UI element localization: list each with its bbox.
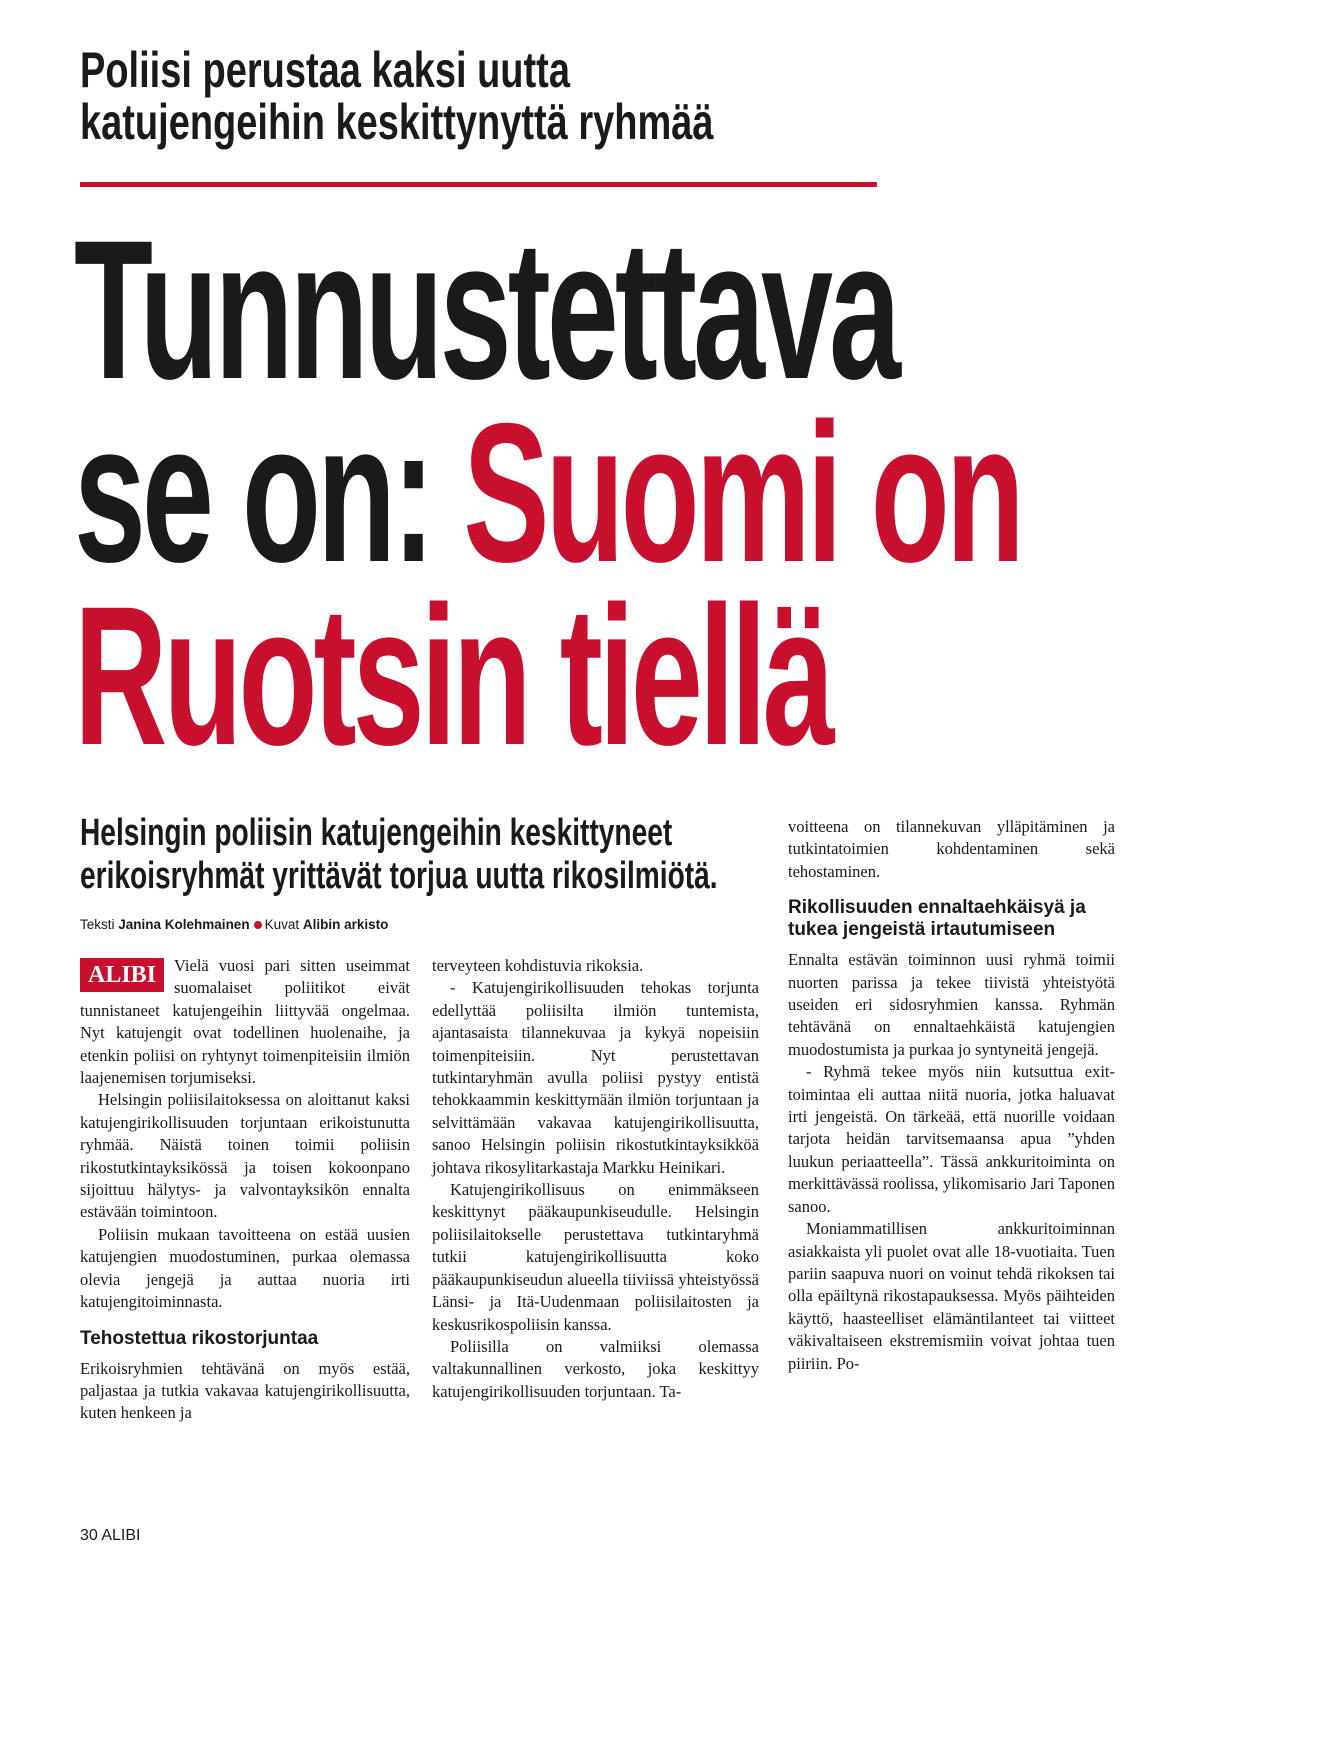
kicker-headline (80, 44, 764, 148)
body-paragraph: Poliisin mukaan tavoitteena on estää uusien katujengien muodostuminen, purkaa olemassa olevia jengejä ja auttaa nuoria irti katujengitoiminnasta. (80, 1224, 410, 1312)
body-column-1 (80, 955, 410, 1425)
body-paragraph: Moniammatillisen ankkuritoiminnan asiakkaista yli puolet ovat alle 18-vuotiaita. Tuen pariin saapuva nuori on voinut tehdä rikoksen tai olla epäiltynä rikostapauksessa. Myös päihteiden käyttö, haasteelliset elämäntilanteet tai viitteet väkivaltaiseen ekstremismiin voivat johtaa tuen piiriin. Po- (788, 1219, 1115, 1373)
headline-line-2-red: Suomi on (463, 382, 1021, 603)
body-paragraph: Erikoisryhmien tehtävänä on myös estää, paljastaa ja tutkia vakavaa katujengirikollisuutta, kuten henkeen ja (80, 1358, 410, 1423)
headline-line-1: Tunnustettava (74, 199, 898, 420)
body-column-3 (788, 816, 1115, 1375)
body-paragraph: Helsingin poliisilaitoksessa on aloittanut kaksi katujengirikollisuuden torjuntaan erikoistunutta ryhmää. Näistä toinen toimii poliisin rikostutkintayksikössä ja toisen kokoonpano sijoittuu hälytys- ja valvontayksikön ennalta estävään toimintoon. (80, 1090, 410, 1222)
body-paragraph: terveyteen kohdistuvia rikoksia. (432, 956, 644, 975)
byline-photo-credit: Alibin arkisto (302, 917, 389, 932)
body-paragraph: voitteena on tilannekuvan ylläpitäminen ja tutkintatoimien kohdentaminen sekä tehostaminen. (788, 817, 1115, 881)
byline (80, 917, 388, 932)
body-column-2 (432, 955, 759, 1403)
kicker-line-2: katujengeihin keskittynyttä ryhmää (80, 94, 714, 150)
alibi-logo: ALIBI (80, 958, 164, 992)
byline-text-label: Teksti (80, 917, 115, 932)
headline-line-3: Ruotsin tiellä (74, 565, 831, 786)
lead-line-1: Helsingin poliisin katujengeihin keskittyneet (80, 812, 673, 854)
kicker-line-1: Poliisi perustaa kaksi uutta (80, 42, 570, 98)
body-paragraph: - Katujengirikollisuuden tehokas torjunta edellyttää poliisilta ilmiön tuntemista, ajantasaista tilannekuvaa ja kykyä nopeisiin toimenpiteisiin. Nyt perustettavan tutkintaryhmän avulla poliisi pystyy entistä tehokkaammin keskittymään ilmiön torjuntaan ja selvittämään vakavaa katujengirikollisuutta, sanoo Helsingin poliisin rikostutkintayksikköä johtava rikosylitarkastaja Markku Heinikari. (432, 978, 759, 1177)
lead-line-2: erikoisryhmät yrittävät torjua uutta rikosilmiötä. (80, 855, 718, 897)
body-paragraph-text: Vielä vuosi pari sitten useimmat suomalaiset poliitikot eivät tunnistaneet katujengeihin liittyvää ongelmaa. Nyt katujengit ovat todellinen huolenaihe, ja etenkin poliisi on ryhtynyt toimenpiteisiin ilmiön laajenemisen torjumiseksi. (80, 956, 410, 1088)
headline-line-2 (74, 382, 1021, 603)
kicker-red-rule (80, 182, 877, 187)
lead-paragraph (80, 812, 746, 898)
section-subheading: Rikollisuuden ennaltaehkäisyä ja tukea jengeistä irtautumiseen (788, 897, 1086, 941)
byline-author: Janina Kolehmainen (118, 917, 250, 932)
byline-separator-dot (254, 921, 262, 929)
body-paragraph: - Ryhmä tekee myös niin kutsuttua exit-toimintaa eli auttaa niitä nuoria, jotka haluavat irti jengeistä. On tärkeää, että nuorille voidaan tarjota heidän tarvitsemaansa apua ”yhden luukun periaatteella”. Tässä ankkuritoiminta on merkittävässä roolissa, ylikomisario Jari Taponen sanoo. (788, 1062, 1115, 1216)
byline-photo-label: Kuvat (264, 917, 300, 932)
headline-line-2-dark: se on: (74, 382, 464, 603)
body-paragraph: Ennalta estävän toiminnon uusi ryhmä toimii nuorten parissa ja tekee tiivistä yhteistyötä useiden eri sidosryhmien kanssa. Ryhmän tehtävänä on ennaltaehkäistä katujengien muodostumista ja purkaa jo syntyneitä jengejä. (788, 950, 1115, 1059)
body-paragraph: Poliisilla on valmiiksi olemassa valtakunnallinen verkosto, joka keskittyy katujengirikollisuuden torjuntaan. Ta- (432, 1336, 759, 1401)
body-paragraph (80, 955, 410, 1089)
main-headline (74, 199, 1021, 786)
section-subheading: Tehostettua rikostorjuntaa (80, 1327, 319, 1349)
body-paragraph: Katujengirikollisuus on enimmäkseen keskittynyt pääkaupunkiseudulle. Helsingin poliisilaitokselle perustettava tutkintaryhmä tutkii katujengirikollisuutta koko pääkaupunkiseudun alueella tiiviissä yhteistyössä Länsi- ja Itä-Uudenmaan poliisilaitosten ja keskusrikospoliisin kanssa. (432, 1180, 759, 1334)
page-folio: 30 ALIBI (80, 1527, 141, 1544)
